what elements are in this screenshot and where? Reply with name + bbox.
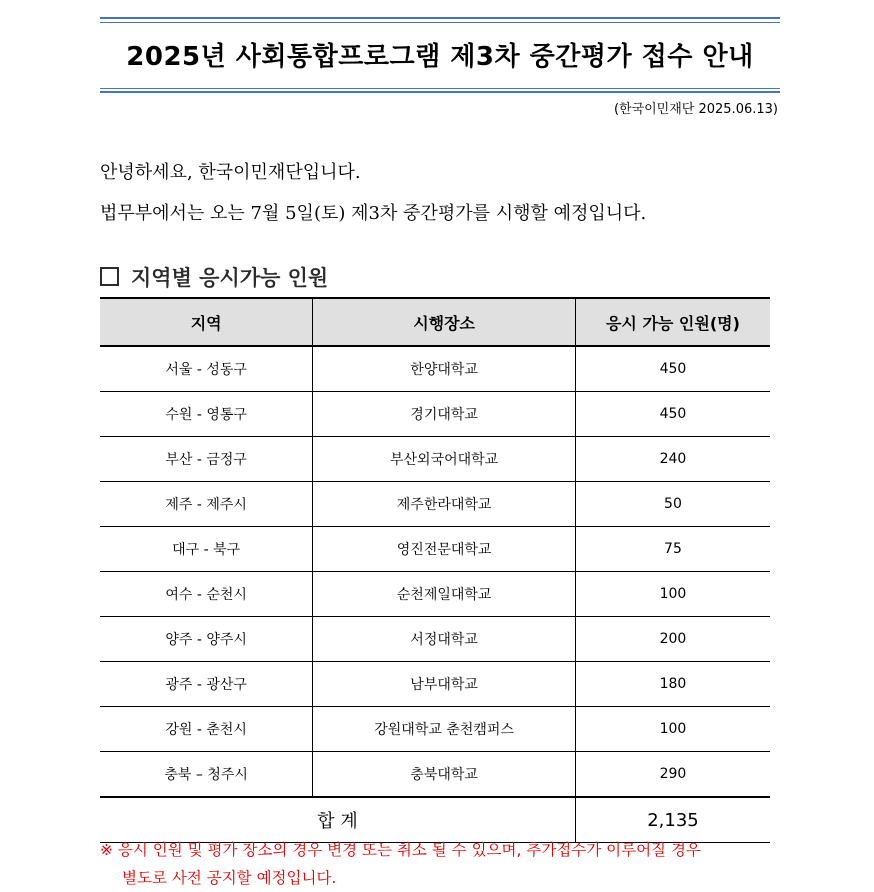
cell-venue: 순천제일대학교 (313, 572, 576, 617)
notice-line-1: ※ 응시 인원 및 평가 장소의 경우 변경 또는 취소 될 수 있으며, 추가접수가 이루어질 경우 (100, 841, 701, 859)
cell-venue: 제주한라대학교 (313, 482, 576, 527)
title-rule-top-thin (100, 22, 780, 23)
cell-region: 대구 - 북구 (100, 527, 313, 572)
cell-venue: 영진전문대학교 (313, 527, 576, 572)
cell-venue: 부산외국어대학교 (313, 437, 576, 482)
table-row (100, 482, 770, 527)
cell-region: 제주 - 제주시 (100, 482, 313, 527)
table-row (100, 437, 770, 482)
title-rule-bottom-thin (100, 88, 780, 89)
table-row (100, 662, 770, 707)
cell-region: 서울 - 성동구 (100, 346, 313, 392)
cell-capacity: 100 (575, 572, 770, 617)
intro-greeting: 안녕하세요, 한국이민재단입니다. (100, 162, 361, 183)
cell-venue: 강원대학교 춘천캠퍼스 (313, 707, 576, 752)
intro-announcement: 법무부에서는 오는 7월 5일(토) 제3차 중간평가를 시행할 예정입니다. (100, 203, 647, 224)
table-row (100, 617, 770, 662)
cell-capacity: 290 (575, 752, 770, 798)
cell-capacity: 450 (575, 346, 770, 392)
notice (100, 836, 790, 892)
table-header-row (100, 298, 770, 346)
cell-capacity: 180 (575, 662, 770, 707)
cell-region: 여수 - 순천시 (100, 572, 313, 617)
table-row (100, 572, 770, 617)
notice-line-2: 별도로 사전 공지할 예정입니다. (122, 869, 337, 887)
table-row (100, 392, 770, 437)
cell-capacity: 75 (575, 527, 770, 572)
page-title: 2025년 사회통합프로그램 제3차 중간평가 접수 안내 (126, 42, 754, 72)
total-value: 2,135 (575, 797, 770, 843)
table-row (100, 752, 770, 798)
column-header-venue: 시행장소 (313, 298, 576, 346)
cell-region: 부산 - 금정구 (100, 437, 313, 482)
cell-capacity: 450 (575, 392, 770, 437)
cell-venue: 남부대학교 (313, 662, 576, 707)
column-header-capacity: 응시 가능 인원(명) (575, 298, 770, 346)
title-rule-bottom (100, 91, 780, 93)
capacity-table (100, 297, 770, 843)
cell-region: 광주 - 광산구 (100, 662, 313, 707)
cell-region: 양주 - 양주시 (100, 617, 313, 662)
cell-venue: 충북대학교 (313, 752, 576, 798)
cell-region: 충북 – 청주시 (100, 752, 313, 798)
cell-capacity: 50 (575, 482, 770, 527)
source-date: (한국이민재단 2025.06.13) (613, 102, 778, 117)
title-rule-top (100, 17, 780, 19)
table-row (100, 527, 770, 572)
column-header-region: 지역 (100, 298, 313, 346)
section-heading (100, 262, 328, 292)
cell-region: 강원 - 춘천시 (100, 707, 313, 752)
table-row (100, 707, 770, 752)
table-row (100, 346, 770, 392)
cell-venue: 서정대학교 (313, 617, 576, 662)
cell-capacity: 200 (575, 617, 770, 662)
section-title: 지역별 응시가능 인원 (131, 266, 329, 290)
cell-venue: 경기대학교 (313, 392, 576, 437)
cell-capacity: 240 (575, 437, 770, 482)
cell-venue: 한양대학교 (313, 346, 576, 392)
checkbox-square-icon (100, 267, 119, 286)
cell-region: 수원 - 영통구 (100, 392, 313, 437)
cell-capacity: 100 (575, 707, 770, 752)
total-label: 합 계 (100, 797, 575, 843)
